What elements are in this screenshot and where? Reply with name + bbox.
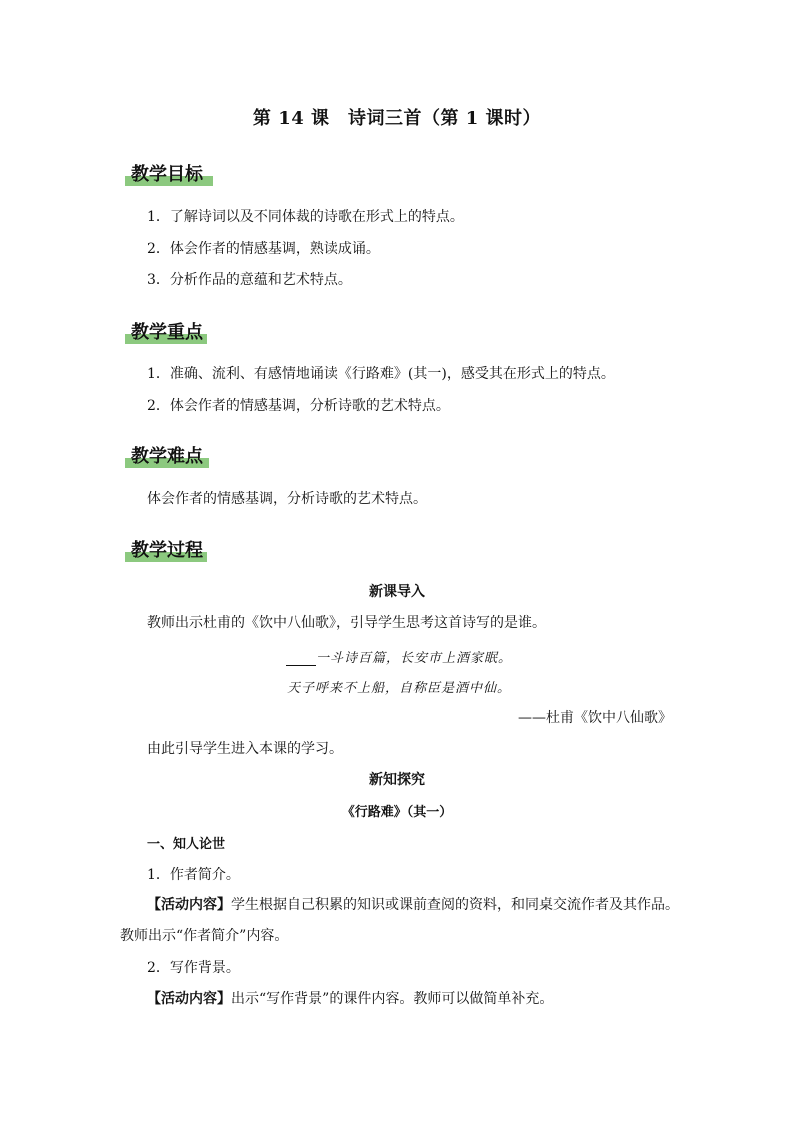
list-item: 2．写作背景。: [147, 960, 240, 976]
section-heading: 教学难点: [131, 446, 203, 467]
subheading-intro: 新课导入: [369, 584, 425, 600]
lead-in-text: 由此引导学生进入本课的学习。: [147, 741, 343, 757]
work-title: 《行路难》（其一）: [341, 805, 453, 820]
objective-item: 1．了解诗词以及不同体裁的诗歌在形式上的特点。: [147, 209, 464, 225]
activity-continuation: 教师出示“作者简介”内容。: [120, 928, 289, 944]
poem-line: 天子呼来不上船，自称臣是酒中仙。: [287, 681, 512, 696]
lesson-title: 第 14 课 诗词三首（第 1 课时）: [252, 108, 542, 129]
section-heading: 教学过程: [131, 540, 203, 561]
activity-paragraph: 【活动内容】出示“写作背景”的课件内容。教师可以做简单补充。: [147, 991, 554, 1007]
poem-line: 一斗诗百篇，长安市上酒家眠。: [286, 647, 512, 666]
intro-text: 教师出示杜甫的《饮中八仙歌》，引导学生思考这首诗写的是谁。: [147, 615, 546, 631]
activity-label: 【活动内容】: [147, 991, 231, 1007]
activity-label: 【活动内容】: [147, 897, 231, 913]
section-heading: 教学重点: [131, 322, 203, 343]
subheading-explore: 新知探究: [369, 772, 425, 788]
key-point-item: 1．准确、流利、有感情地诵读《行路难》(其一)，感受其在形式上的特点。: [147, 366, 615, 382]
activity-paragraph: 【活动内容】学生根据自己积累的知识或课前查阅的资料，和同桌交流作者及其作品。: [147, 897, 679, 913]
list-item: 1．作者简介。: [147, 867, 240, 883]
fill-in-blank: [286, 653, 316, 666]
objective-item: 3．分析作品的意蕴和艺术特点。: [147, 272, 352, 288]
section-heading: 教学目标: [131, 164, 203, 185]
poem-source: ——杜甫《饮中八仙歌》: [518, 710, 672, 726]
part-heading: 一、知人论世: [147, 837, 226, 852]
difficulty-text: 体会作者的情感基调，分析诗歌的艺术特点。: [147, 491, 427, 507]
key-point-item: 2．体会作者的情感基调，分析诗歌的艺术特点。: [147, 398, 450, 414]
objective-item: 2．体会作者的情感基调，熟读成诵。: [147, 241, 380, 257]
